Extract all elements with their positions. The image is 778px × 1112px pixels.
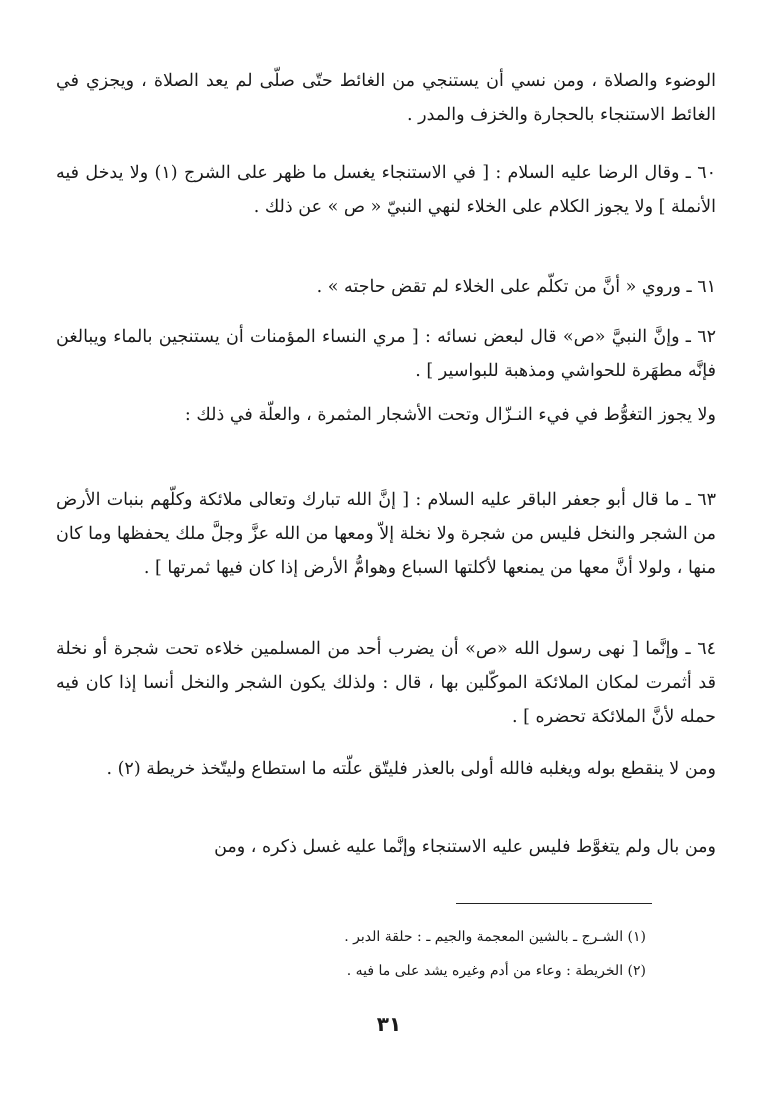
paragraph-bawl [56,752,716,786]
page-number: ٣١ [376,1012,402,1036]
paragraph-intro [56,64,716,132]
paragraph-text: ومن لا ينقطع بوله ويغلبه فالله أولى بالعذر فليتّق علّته ما استطاع وليتّخذ خريطة (٢) . [106,759,716,779]
paragraph-text: ٦٣ ـ ما قال أبو جعفر الباقر عليه السلام : [ إنَّ الله تبارك وتعالى ملائكة وكلّهم بنبات الأرض من الشجر والنخل فليس من شجرة ولا نخلة إلاّ ومعها من الله عزَّ وجلَّ ملك يحفظها وما كان منها ، ولولا أنَّ معها من يمنعها لأكلتها السباع وهوامُّ الأرض إذا كان فيها ثمرتها ] . [56,490,716,578]
paragraph-text: ٦٤ ـ وإنَّما [ نهى رسول الله «ص» أن يضرب أحد من المسلمين خلاءه تحت شجرة أو نخلة قد أثمرت لمكان الملائكة الموكّلين بها ، قال : ولذلك يكون الشجر والنخل أنسا إذا كان فيه حمله لأنَّ الملائكة تحضره ] . [56,639,716,727]
paragraph-hadith-61 [56,270,716,304]
paragraph-hadith-63 [56,483,716,585]
paragraph-hadith-64 [56,632,716,734]
footnote-2: (٢) الخريطة : وعاء من أدم وغيره يشد على ما فيه . [346,963,646,979]
paragraph-hadith-62 [56,320,716,388]
paragraph-tagawwut [56,398,716,432]
paragraph-text: ٦١ ـ وروي « أنَّ من تكلّم على الخلاء لم تقض حاجته » . [316,277,716,297]
paragraph-text: الوضوء والصلاة ، ومن نسي أن يستنجي من الغائط حتّى صلّى لم يعد الصلاة ، ويجزي في الغائط الاستنجاء بالحجارة والخزف والمدر . [56,71,716,125]
paragraph-text: ٦٢ ـ وإنَّ النبيَّ «ص» قال لبعض نسائه : [ مري النساء المؤمنات أن يستنجين بالماء ويبالغن فإنَّه مطهَرة للحواشي ومذهبة للبواسير ] . [56,327,716,381]
paragraph-text: ٦٠ ـ وقال الرضا عليه السلام : [ في الاستنجاء يغسل ما ظهر على الشرج (١) ولا يدخل فيه الأنملة ] ولا يجوز الكلام على الخلاء لنهي النبيّ « ص » عن ذلك . [56,163,716,217]
paragraph-hadith-60 [56,156,716,224]
paragraph-text: ولا يجوز التغوُّط في فيء النـزّال وتحت الأشجار المثمرة ، والعلّة في ذلك : [184,405,716,425]
paragraph-istinja [56,830,716,864]
footnote-1: (١) الشـرج ـ بالشين المعجمة والجيم ـ : حلقة الدبر . [344,929,646,945]
paragraph-text: ومن بال ولم يتغوَّط فليس عليه الاستنجاء وإنَّما عليه غسل ذكره ، ومن [214,837,716,857]
footnote-divider [456,903,652,904]
